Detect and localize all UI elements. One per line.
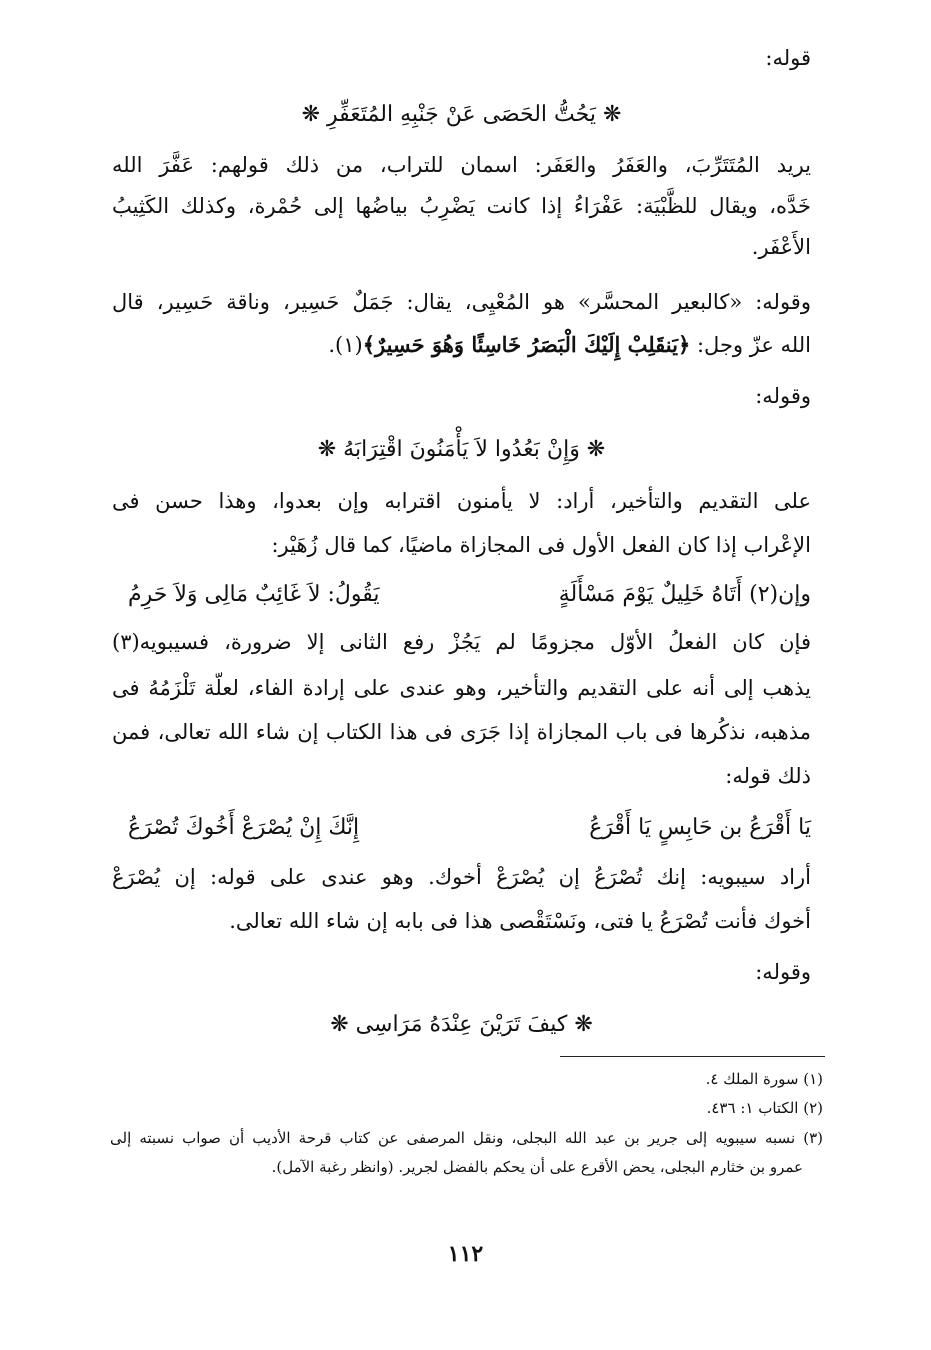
footnote: (٣) نسبه سيبويه إلى جرير بن عبد الله البجلى، ونقل المرصفى عن كتاب قرحة الأديب أن صواب نسبته إلى — [110, 1129, 823, 1147]
footnote-separator — [560, 1056, 825, 1057]
text-line: وقوله: — [755, 960, 811, 984]
text-line: ذلك قوله: — [725, 764, 811, 788]
verse-hemistich-right: يَا أَقْرَعُ بن حَابِسٍ يَا أَقْرَعُ — [589, 815, 811, 840]
text-line: الإعْراب إذا كان الفعل الأول فى المجازاة ماضيًا، كما قال زُهَيْر: — [271, 533, 811, 557]
page-number: ١١٢ — [447, 1241, 484, 1267]
footnote: عمرو بن خثارم البجلى، يحض الأقرع على أن يحكم بالفضل لجرير. (وانظر رغبة الآمل). — [271, 1158, 803, 1176]
verse-hemistich-right: وإن(٢) أَتَاهُ خَلِيلٌ يَوْمَ مَسْأَلَةٍ — [558, 582, 811, 607]
verse-hemistich-left: إِنَّكَ إِنْ يُصْرَعْ أَخُوكَ تُصْرَعُ — [128, 815, 360, 840]
verse-heading: ❋ وَإِنْ بَعُدُوا لاَ يَأْمَنُونَ اقْتِرَابَهُ ❋ — [317, 437, 606, 462]
verse-heading: ❋ يَحُتُّ الحَصَى عَنْ جَنْبِهِ المُتَعَفِّرِ ❋ — [301, 102, 622, 127]
text-line: فإن كان الفعلُ الأوّل مجزومًا لم يَجُزْ رفع الثانى إلا ضرورة، فسيبويه(٣) — [112, 630, 811, 654]
text-line: خَدَّه، ويقال للظَّبْيَة: عَفْرَاءُ إذا كانت يَضْرِبُ بياضُها إلى حُمْرة، وكذلك الكَثِيبُ — [112, 194, 811, 218]
text-line: يريد المُتَتَرِّبَ، والعَفَرُ والعَفَر: اسمان للتراب، من ذلك قولهم: عَفَّرَ الله — [112, 153, 811, 177]
footnote: (٢) الكتاب ١: ٤٣٦. — [706, 1099, 823, 1117]
text-line: يذهب إلى أنه على التقديم والتأخير، وهو عندى على إرادة الفاء، لعلّة تَلْزَمُهُ فى — [112, 676, 811, 700]
text-segment: الله عزّ وجل: — [690, 333, 811, 357]
text-line: أراد سيبويه: إنك تُصْرَعُ إن يُصْرَعْ أخوك. وهو عندى على قوله: إن يُصْرَعْ — [112, 865, 811, 889]
text-line: الأَعْفَر. — [751, 235, 811, 259]
text-line: قوله: — [765, 46, 811, 70]
text-line: مذهبه، نذكُرها فى باب المجازاة إذا جَرَى فى هذا الكتاب إن شاء الله تعالى، فمن — [112, 720, 811, 744]
quran-verse: ﴿يَنقَلِبْ إِلَيْكَ الْبَصَرُ خَاسِئًا وَهُوَ حَسِيرٌ﴾ — [362, 332, 691, 357]
footnote-marker: (١). — [328, 333, 363, 357]
text-line: وقوله: — [755, 384, 811, 408]
text-line: على التقديم والتأخير، أراد: لا يأمنون اقترابه وإن بعدوا، وهذا حسن فى — [112, 489, 811, 513]
text-line: وقوله: «كالبعير المحسَّر» هو المُعْيِى، يقال: جَمَلٌ حَسِير، وناقة حَسِير، قال — [112, 290, 811, 314]
quran-citation-line — [112, 330, 811, 360]
verse-hemistich-left: يَقُولُ: لاَ غَائِبٌ مَالِى وَلاَ حَرِمُ — [128, 582, 380, 607]
verse-heading: ❋ كيفَ تَرَيْنَ عِنْدَهُ مَرَاسِى ❋ — [330, 1012, 593, 1037]
footnote: (١) سورة الملك ٤. — [705, 1070, 823, 1088]
text-line: أخوك فأنت تُصْرَعُ يا فتى، ونَسْتَقْصى هذا فى بابه إن شاء الله تعالى. — [229, 909, 811, 933]
